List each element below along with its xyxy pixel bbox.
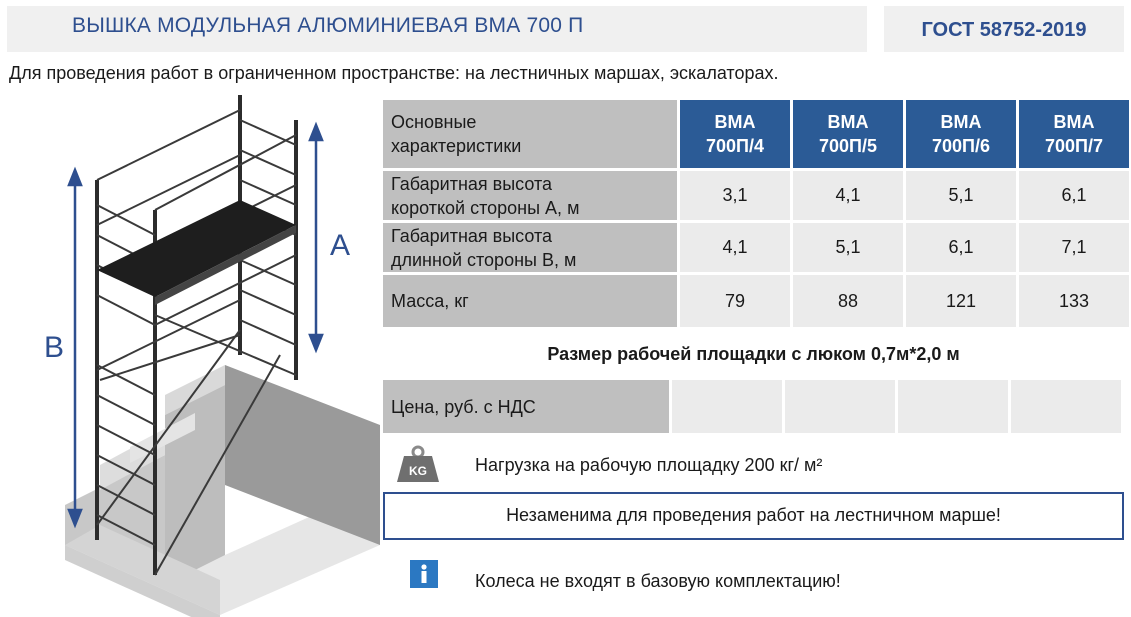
spec-table xyxy=(383,100,1129,327)
cell-value: 7,1 xyxy=(1016,220,1129,272)
cell-value: 79 xyxy=(677,272,790,327)
price-cell xyxy=(898,380,1008,433)
info-icon xyxy=(410,560,438,588)
cell-value: 4,1 xyxy=(790,168,903,220)
row-label-mass: Масса, кг xyxy=(383,272,677,327)
standard-box xyxy=(884,6,1124,52)
dimension-label-b: B xyxy=(44,331,65,364)
model-header-6: ВМА 700П/6 xyxy=(903,100,1016,168)
dimension-label-a: A xyxy=(330,229,351,262)
cell-value: 4,1 xyxy=(677,220,790,272)
subtitle: Для проведения работ в ограниченном пространстве: на лестничных маршах, эскалаторах. xyxy=(9,63,779,83)
cell-value: 5,1 xyxy=(903,168,1016,220)
table-row xyxy=(383,220,1129,272)
note-text: Незаменима для проведения работ на лестничном марше! xyxy=(506,505,1001,525)
price-cell xyxy=(785,380,895,433)
cell-value: 3,1 xyxy=(677,168,790,220)
scaffold-illustration xyxy=(0,85,380,617)
page-title: ВЫШКА МОДУЛЬНАЯ АЛЮМИНИЕВАЯ ВМА 700 П xyxy=(72,14,584,37)
row-label-short-height: Габаритная высота короткой стороны А, м xyxy=(383,168,677,220)
load-text: Нагрузка на рабочую площадку 200 кг/ м² xyxy=(475,455,823,475)
price-cell xyxy=(1011,380,1121,433)
model-header-5: ВМА 700П/5 xyxy=(790,100,903,168)
row-label-long-height: Габаритная высота длинной стороны В, м xyxy=(383,220,677,272)
table-row xyxy=(383,272,1129,327)
kg-weight-icon xyxy=(395,444,441,484)
price-label: Цена, руб. с НДС xyxy=(383,380,669,433)
price-row xyxy=(383,380,1124,433)
cell-value: 88 xyxy=(790,272,903,327)
cell-value: 6,1 xyxy=(903,220,1016,272)
info-text: Колеса не входят в базовую комплектацию! xyxy=(475,571,841,591)
model-header-7: ВМА 700П/7 xyxy=(1016,100,1129,168)
table-header-label: Основные характеристики xyxy=(383,100,677,168)
platform-size: Размер рабочей площадки с люком 0,7м*2,0 м xyxy=(547,344,960,364)
model-header-4: ВМА 700П/4 xyxy=(677,100,790,168)
price-cell xyxy=(672,380,782,433)
cell-value: 121 xyxy=(903,272,1016,327)
cell-value: 133 xyxy=(1016,272,1129,327)
cell-value: 5,1 xyxy=(790,220,903,272)
standard-label: ГОСТ 58752-2019 xyxy=(921,19,1087,41)
svg-text:KG: KG xyxy=(409,464,427,478)
table-header-row xyxy=(383,100,1129,168)
note-box xyxy=(383,492,1124,540)
table-row xyxy=(383,168,1129,220)
cell-value: 6,1 xyxy=(1016,168,1129,220)
